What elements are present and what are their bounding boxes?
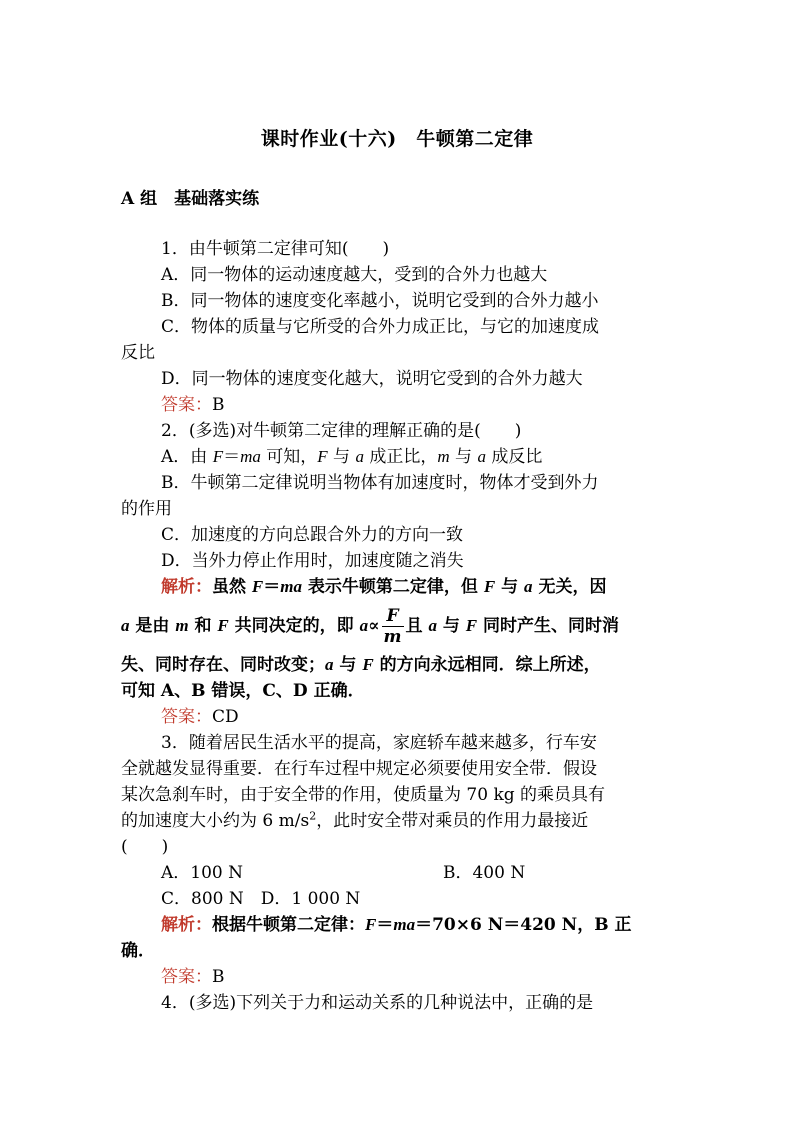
q2-analysis-line-1	[121, 574, 677, 600]
var: a	[359, 616, 369, 635]
answer-label: 答案：	[161, 395, 212, 415]
var: a	[355, 447, 364, 466]
q3-line-2: 全就越发显得重要．在行车过程中规定必须要使用安全带．假设	[121, 759, 597, 779]
section-heading: A 组 基础落实练	[121, 189, 260, 209]
q2-answer	[121, 704, 677, 730]
answer-value: CD	[212, 707, 239, 727]
superscript: 2	[309, 809, 317, 823]
analysis-label: 解析：	[161, 577, 212, 597]
var: m	[175, 616, 189, 635]
text: ，此时安全带对乘员的作用力最接近	[316, 811, 589, 831]
q1-option-a: A．同一物体的运动速度越大，受到的合外力也越大	[161, 265, 548, 285]
var: a	[477, 447, 486, 466]
text: 的方向永远相同．综上所述，	[373, 655, 601, 675]
text: 与	[333, 655, 363, 675]
text: 同时产生、同时消	[477, 616, 620, 636]
q2-option-b: B．牛顿第二定律说明当物体有加速度时，物体才受到外力	[161, 473, 599, 493]
text: 成反比	[485, 447, 543, 467]
q3-line-3: 某次急刹车时，由于安全带的作用，使质量为 70 kg 的乘员具有	[121, 785, 606, 805]
var: ma	[240, 447, 261, 466]
var: ma	[280, 577, 302, 596]
q2-analysis-line-2	[121, 600, 677, 652]
q3-analysis-line-1	[121, 912, 677, 938]
var: a	[121, 616, 130, 635]
q3-answer	[121, 964, 677, 990]
var: ma	[393, 915, 416, 934]
q2-analysis-line-4: 可知 A、B 错误，C、D 正确．	[121, 681, 365, 701]
text: 共同决定的，即	[228, 616, 360, 636]
q1-answer	[121, 392, 677, 418]
answer-value: B	[212, 395, 225, 415]
q1-stem: 1．由牛顿第二定律可知( )	[161, 239, 390, 259]
var: a	[524, 577, 533, 596]
text: A．由	[161, 447, 213, 467]
text: 与	[449, 447, 478, 467]
q3-line-4	[121, 808, 677, 834]
q3-options-cd: C．800 N D．1 000 N	[161, 889, 361, 909]
answer-label: 答案：	[161, 707, 212, 727]
text: 虽然	[212, 577, 252, 597]
q1-option-c: C．物体的质量与它所受的合外力成正比，与它的加速度成	[161, 317, 600, 337]
var: F	[251, 577, 264, 596]
text: ＝	[263, 577, 281, 597]
fraction-numerator: F	[382, 606, 404, 627]
q3-option-a: A．100 N	[161, 863, 244, 883]
var: a	[428, 616, 437, 635]
q2-option-c: C．加速度的方向总跟合外力的方向一致	[161, 525, 464, 545]
text: 与	[436, 616, 466, 636]
text: 成正比，	[363, 447, 438, 467]
var: F	[317, 447, 328, 466]
text: ∝	[368, 616, 380, 636]
q4-stem: 4．(多选)下列关于力和运动关系的几种说法中，正确的是	[161, 993, 594, 1013]
text: 根据牛顿第二定律：	[212, 915, 365, 935]
q3-option-b: B．400 N	[443, 863, 526, 883]
q2-option-d: D．当外力停止作用时，加速度随之消失	[161, 551, 464, 571]
q2-analysis-line-3	[121, 652, 677, 678]
text: 是由	[129, 616, 176, 636]
text: ＝	[376, 915, 394, 935]
q3-analysis-line-2: 确．	[121, 941, 155, 961]
q2-option-a	[121, 444, 677, 470]
q2-stem: 2．(多选)对牛顿第二定律的理解正确的是( )	[161, 421, 522, 441]
text: 可知，	[260, 447, 318, 467]
text: ＝	[223, 447, 241, 467]
var: a	[325, 655, 334, 674]
var: F	[362, 655, 374, 674]
q2-option-b-cont: 的作用	[121, 499, 172, 519]
q3-line-5: ( )	[121, 837, 169, 857]
var: F	[212, 447, 224, 466]
page-title: 课时作业(十六) 牛顿第二定律	[260, 128, 534, 150]
text: 的加速度大小约为 6 m/s	[121, 811, 310, 831]
text: 无关，因	[532, 577, 607, 597]
text: 表示牛顿第二定律，但	[302, 577, 484, 597]
answer-label: 答案：	[161, 967, 212, 987]
q1-option-c-cont: 反比	[121, 343, 155, 363]
var: F	[217, 616, 229, 635]
text: 且	[405, 616, 429, 636]
q1-option-b: B．同一物体的速度变化率越小，说明它受到的合外力越小	[161, 291, 599, 311]
fraction-denominator: m	[383, 627, 402, 647]
var: F	[483, 577, 496, 596]
var: m	[437, 447, 450, 466]
text: ＝70×6 N＝420 N，B 正	[415, 915, 632, 935]
fraction-f-over-m	[382, 606, 404, 647]
text: 与	[495, 577, 525, 597]
text: 和	[188, 616, 218, 636]
document-body	[121, 236, 677, 1016]
var: F	[465, 616, 478, 635]
analysis-label: 解析：	[161, 915, 212, 935]
q3-options-ab	[121, 860, 677, 886]
q1-option-d: D．同一物体的速度变化越大，说明它受到的合外力越大	[161, 369, 583, 389]
q3-line-1: 3．随着居民生活水平的提高，家庭轿车越来越多，行车安	[161, 733, 597, 753]
text: 失、同时存在、同时改变；	[121, 655, 325, 675]
answer-value: B	[212, 967, 225, 987]
text: 与	[327, 447, 356, 467]
var: F	[365, 915, 377, 934]
